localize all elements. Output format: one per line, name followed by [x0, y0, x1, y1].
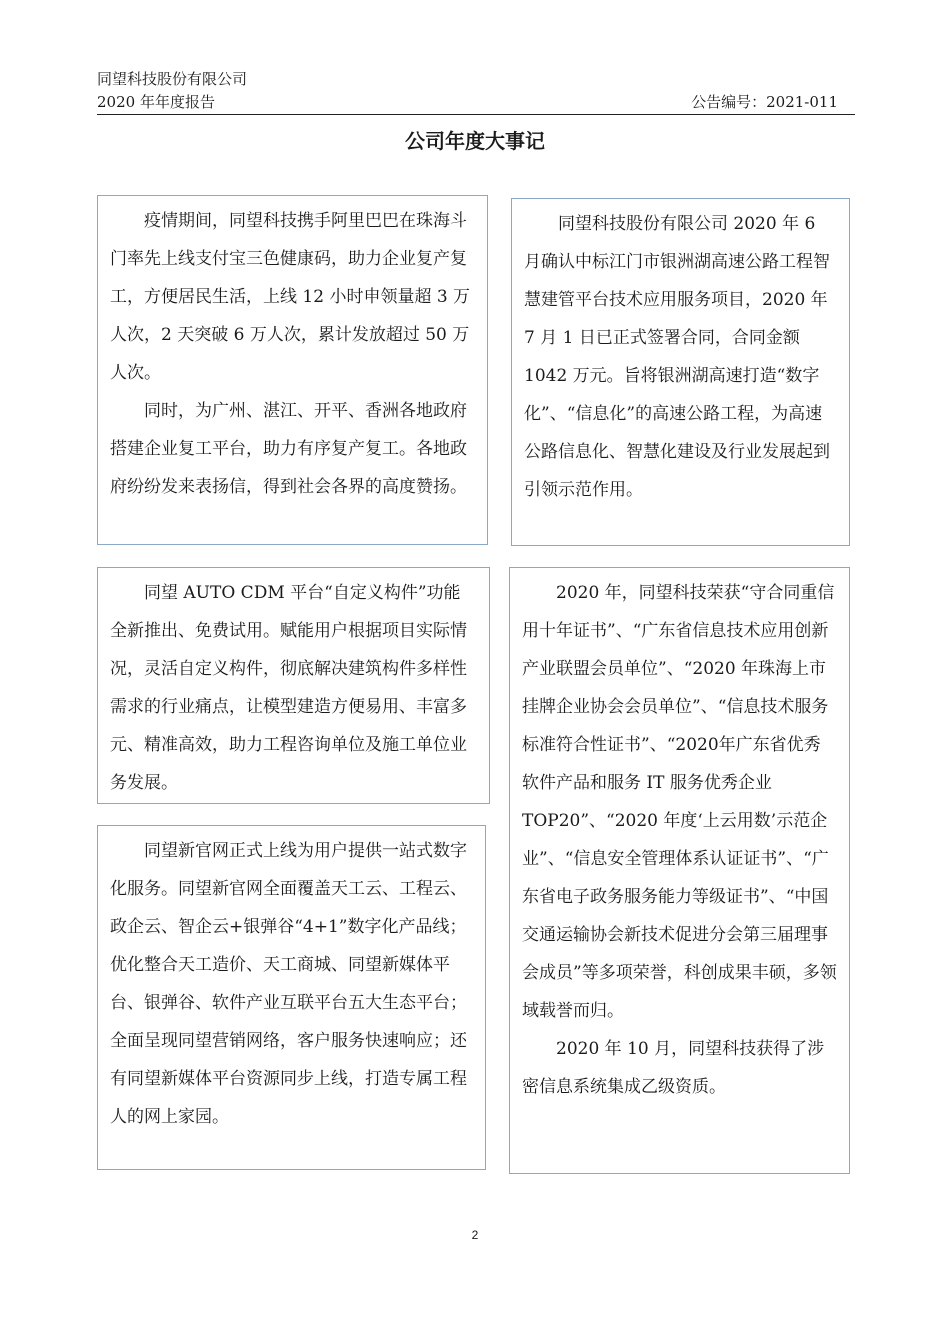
header-divider [97, 114, 855, 115]
event-box-new-website [97, 825, 486, 1170]
event-box-autocdm [97, 567, 490, 804]
paragraph: 同望 AUTO CDM 平台“自定义构件”功能全新推出、免费试用。赋能用户根据项目实际情况，灵活自定义构件，彻底解决建筑构件多样性需求的行业痛点，让模型建造方便易用、丰富多元、精准高效，助力工程咨询单位及施工单位业务发展。 [110, 583, 467, 793]
company-name: 同望科技股份有限公司 [97, 70, 248, 88]
event-box-honors [509, 567, 850, 1174]
paragraph: 同时，为广州、湛江、开平、香洲各地政府搭建企业复工平台，助力有序复产复工。各地政府纷纷发来表扬信，得到社会各界的高度赞扬。 [110, 401, 467, 497]
running-header [97, 68, 247, 114]
event-box-yinzhouhu-project [511, 198, 850, 546]
paragraph: 疫情期间，同望科技携手阿里巴巴在珠海斗门率先上线支付宝三色健康码，助力企业复产复工，方便居民生活，上线 12 小时申领量超 3 万人次，2 天突破 6 万人次，累计发放超过 50 万人次。 [110, 211, 471, 383]
paragraph: 同望新官网正式上线为用户提供一站式数字化服务。同望新官网全面覆盖天工云、工程云、政企云、智企云+银弹谷“4+1”数字化产品线；优化整合天工造价、天工商城、同望新媒体平台、银弹谷、软件产业互联平台五大生态平台；全面呈现同望营销网络，客户服务快速响应；还有同望新媒体平台资源同步上线，打造专属工程人的网上家园。 [110, 841, 467, 1127]
paragraph: 同望科技股份有限公司 2020 年 6 月确认中标江门市银洲湖高速公路工程智慧建管平台技术应用服务项目，2020 年 7 月 1 日已正式签署合同，合同金额 1042 万元。旨将银洲湖高速打造“数字化”、“信息化”的高速公路工程，为高速公路信息化、智慧化建设及行业发展起到引领示范作用。 [524, 214, 830, 500]
notice-number: 公告编号：2021-011 [691, 93, 838, 111]
paragraph: 2020 年，同望科技荣获“守合同重信用十年证书”、“广东省信息技术应用创新产业联盟会员单位”、“2020 年珠海上市挂牌企业协会会员单位”、“信息技术服务标准符合性证书”、“2020年广东省优秀软件产品和服务 IT 服务优秀企业 TOP20”、“2020 年度‘上云用数’示范企业”、“信息安全管理体系认证证书”、“广东省电子政务服务能力等级证书”、“中国交通运输协会新技术促进分会第三届理事会成员”等多项荣誉，科创成果丰硕，多领域载誉而归。 [522, 583, 837, 1021]
event-box-health-code [97, 195, 488, 545]
page-title: 公司年度大事记 [405, 129, 545, 153]
paragraph: 2020 年 10 月，同望科技获得了涉密信息系统集成乙级资质。 [522, 1039, 825, 1097]
page-number: 2 [471, 1228, 479, 1242]
report-name: 2020 年年度报告 [97, 93, 215, 111]
